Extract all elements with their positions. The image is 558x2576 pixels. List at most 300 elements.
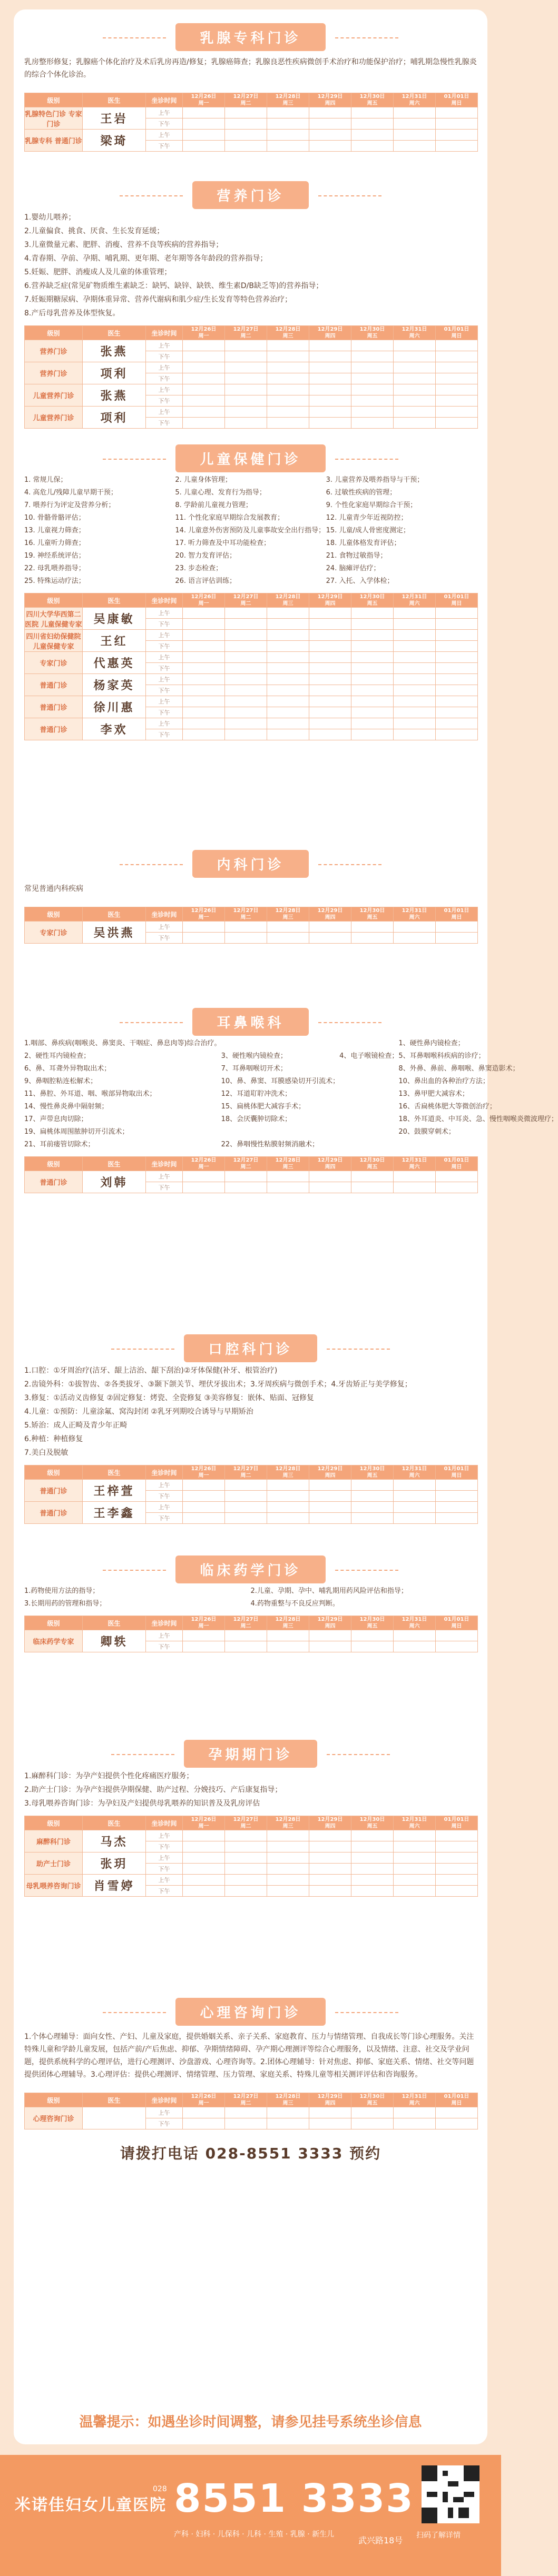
- schedule-slot[interactable]: [225, 373, 267, 384]
- schedule-slot[interactable]: [351, 663, 394, 674]
- doctor-name[interactable]: 王梓萱: [83, 1480, 146, 1502]
- schedule-slot[interactable]: [183, 1491, 225, 1502]
- schedule-slot[interactable]: [309, 118, 351, 130]
- schedule-slot[interactable]: [183, 1841, 225, 1852]
- schedule-slot[interactable]: [183, 1171, 225, 1182]
- schedule-slot[interactable]: [309, 652, 351, 663]
- schedule-slot[interactable]: [436, 407, 478, 418]
- schedule-slot[interactable]: [394, 1513, 436, 1524]
- schedule-slot[interactable]: [225, 1875, 267, 1886]
- schedule-slot[interactable]: [436, 2107, 478, 2118]
- schedule-slot[interactable]: [183, 718, 225, 729]
- schedule-slot[interactable]: [183, 2118, 225, 2129]
- schedule-slot[interactable]: [225, 922, 267, 933]
- schedule-slot[interactable]: [225, 418, 267, 429]
- schedule-slot[interactable]: [267, 696, 309, 707]
- schedule-slot[interactable]: [309, 696, 351, 707]
- schedule-slot[interactable]: [436, 362, 478, 373]
- schedule-slot[interactable]: [436, 1886, 478, 1897]
- schedule-slot[interactable]: [183, 1875, 225, 1886]
- schedule-slot[interactable]: [351, 707, 394, 718]
- schedule-slot[interactable]: [225, 630, 267, 641]
- schedule-slot[interactable]: [351, 118, 394, 130]
- schedule-slot[interactable]: [267, 1513, 309, 1524]
- schedule-slot[interactable]: [183, 1630, 225, 1641]
- schedule-slot[interactable]: [183, 340, 225, 351]
- schedule-slot[interactable]: [309, 1864, 351, 1875]
- schedule-slot[interactable]: [225, 718, 267, 729]
- schedule-slot[interactable]: [225, 933, 267, 944]
- schedule-slot[interactable]: [436, 1480, 478, 1491]
- schedule-slot[interactable]: [351, 652, 394, 663]
- schedule-slot[interactable]: [267, 118, 309, 130]
- schedule-slot[interactable]: [394, 674, 436, 685]
- schedule-slot[interactable]: [394, 652, 436, 663]
- doctor-name[interactable]: 刘韩: [83, 1171, 146, 1193]
- schedule-slot[interactable]: [436, 729, 478, 740]
- schedule-slot[interactable]: [394, 696, 436, 707]
- schedule-slot[interactable]: [267, 351, 309, 362]
- schedule-slot[interactable]: [267, 718, 309, 729]
- schedule-slot[interactable]: [351, 630, 394, 641]
- schedule-slot[interactable]: [436, 141, 478, 152]
- schedule-slot[interactable]: [309, 418, 351, 429]
- schedule-slot[interactable]: [267, 395, 309, 407]
- schedule-slot[interactable]: [225, 130, 267, 141]
- schedule-slot[interactable]: [309, 130, 351, 141]
- schedule-slot[interactable]: [225, 685, 267, 696]
- schedule-slot[interactable]: [309, 107, 351, 118]
- schedule-slot[interactable]: [436, 1182, 478, 1193]
- schedule-slot[interactable]: [183, 630, 225, 641]
- schedule-slot[interactable]: [351, 395, 394, 407]
- schedule-slot[interactable]: [436, 922, 478, 933]
- schedule-slot[interactable]: [183, 696, 225, 707]
- schedule-slot[interactable]: [351, 107, 394, 118]
- schedule-slot[interactable]: [436, 418, 478, 429]
- schedule-slot[interactable]: [309, 395, 351, 407]
- schedule-slot[interactable]: [183, 608, 225, 619]
- doctor-name[interactable]: 张燕: [83, 384, 146, 407]
- schedule-slot[interactable]: [394, 1875, 436, 1886]
- schedule-slot[interactable]: [225, 1864, 267, 1875]
- schedule-slot[interactable]: [394, 1641, 436, 1652]
- schedule-slot[interactable]: [309, 373, 351, 384]
- doctor-name[interactable]: 肖雪婷: [83, 1875, 146, 1897]
- schedule-slot[interactable]: [183, 407, 225, 418]
- schedule-slot[interactable]: [309, 351, 351, 362]
- schedule-slot[interactable]: [225, 652, 267, 663]
- schedule-slot[interactable]: [394, 362, 436, 373]
- schedule-slot[interactable]: [436, 351, 478, 362]
- schedule-slot[interactable]: [436, 619, 478, 630]
- schedule-slot[interactable]: [436, 1630, 478, 1641]
- schedule-slot[interactable]: [436, 1875, 478, 1886]
- schedule-slot[interactable]: [351, 933, 394, 944]
- schedule-slot[interactable]: [394, 1864, 436, 1875]
- schedule-slot[interactable]: [436, 718, 478, 729]
- schedule-slot[interactable]: [267, 641, 309, 652]
- schedule-slot[interactable]: [309, 1491, 351, 1502]
- schedule-slot[interactable]: [436, 384, 478, 395]
- schedule-slot[interactable]: [225, 384, 267, 395]
- schedule-slot[interactable]: [351, 1886, 394, 1897]
- schedule-slot[interactable]: [351, 1480, 394, 1491]
- schedule-slot[interactable]: [436, 1852, 478, 1864]
- schedule-slot[interactable]: [267, 1171, 309, 1182]
- schedule-slot[interactable]: [436, 674, 478, 685]
- schedule-slot[interactable]: [225, 395, 267, 407]
- schedule-slot[interactable]: [436, 2118, 478, 2129]
- schedule-slot[interactable]: [351, 340, 394, 351]
- schedule-slot[interactable]: [436, 1513, 478, 1524]
- schedule-slot[interactable]: [394, 130, 436, 141]
- schedule-slot[interactable]: [267, 1480, 309, 1491]
- schedule-slot[interactable]: [436, 1841, 478, 1852]
- schedule-slot[interactable]: [394, 630, 436, 641]
- schedule-slot[interactable]: [267, 1852, 309, 1864]
- schedule-slot[interactable]: [183, 685, 225, 696]
- schedule-slot[interactable]: [436, 1171, 478, 1182]
- booking-call[interactable]: 请拨打电话 028-8551 3333 预约: [120, 2145, 381, 2162]
- schedule-slot[interactable]: [436, 630, 478, 641]
- doctor-name[interactable]: 王李鑫: [83, 1502, 146, 1524]
- schedule-slot[interactable]: [267, 407, 309, 418]
- schedule-slot[interactable]: [267, 1491, 309, 1502]
- doctor-name[interactable]: 张玥: [83, 1852, 146, 1875]
- schedule-slot[interactable]: [309, 922, 351, 933]
- schedule-slot[interactable]: [351, 1491, 394, 1502]
- schedule-slot[interactable]: [267, 1864, 309, 1875]
- schedule-slot[interactable]: [394, 1480, 436, 1491]
- schedule-slot[interactable]: [394, 619, 436, 630]
- schedule-slot[interactable]: [183, 1886, 225, 1897]
- schedule-slot[interactable]: [351, 1841, 394, 1852]
- schedule-slot[interactable]: [436, 1502, 478, 1513]
- schedule-slot[interactable]: [394, 922, 436, 933]
- schedule-slot[interactable]: [183, 707, 225, 718]
- schedule-slot[interactable]: [309, 641, 351, 652]
- schedule-slot[interactable]: [183, 351, 225, 362]
- doctor-name[interactable]: 卿轶: [83, 1630, 146, 1652]
- schedule-slot[interactable]: [309, 718, 351, 729]
- schedule-slot[interactable]: [183, 1864, 225, 1875]
- doctor-name[interactable]: 李欢: [83, 718, 146, 740]
- schedule-slot[interactable]: [225, 619, 267, 630]
- schedule-slot[interactable]: [394, 1852, 436, 1864]
- schedule-slot[interactable]: [267, 608, 309, 619]
- schedule-slot[interactable]: [351, 641, 394, 652]
- schedule-slot[interactable]: [351, 2118, 394, 2129]
- doctor-name[interactable]: 王岩: [83, 107, 146, 130]
- schedule-slot[interactable]: [309, 630, 351, 641]
- schedule-slot[interactable]: [394, 933, 436, 944]
- schedule-slot[interactable]: [309, 1641, 351, 1652]
- schedule-slot[interactable]: [394, 395, 436, 407]
- schedule-slot[interactable]: [183, 141, 225, 152]
- schedule-slot[interactable]: [183, 1641, 225, 1652]
- schedule-slot[interactable]: [183, 373, 225, 384]
- schedule-slot[interactable]: [267, 2118, 309, 2129]
- schedule-slot[interactable]: [183, 1513, 225, 1524]
- schedule-slot[interactable]: [183, 130, 225, 141]
- schedule-slot[interactable]: [309, 685, 351, 696]
- doctor-name[interactable]: 吴康敏: [83, 608, 146, 630]
- schedule-slot[interactable]: [225, 1852, 267, 1864]
- schedule-slot[interactable]: [267, 1875, 309, 1886]
- schedule-slot[interactable]: [267, 384, 309, 395]
- schedule-slot[interactable]: [225, 1480, 267, 1491]
- schedule-slot[interactable]: [436, 652, 478, 663]
- schedule-slot[interactable]: [183, 652, 225, 663]
- schedule-slot[interactable]: [183, 2107, 225, 2118]
- schedule-slot[interactable]: [267, 418, 309, 429]
- schedule-slot[interactable]: [309, 619, 351, 630]
- schedule-slot[interactable]: [267, 663, 309, 674]
- schedule-slot[interactable]: [351, 1875, 394, 1886]
- schedule-slot[interactable]: [183, 663, 225, 674]
- schedule-slot[interactable]: [351, 373, 394, 384]
- schedule-slot[interactable]: [394, 141, 436, 152]
- schedule-slot[interactable]: [309, 1841, 351, 1852]
- doctor-name[interactable]: 张燕: [83, 340, 146, 362]
- doctor-name[interactable]: 王红: [83, 630, 146, 652]
- schedule-slot[interactable]: [394, 1830, 436, 1841]
- schedule-slot[interactable]: [225, 407, 267, 418]
- schedule-slot[interactable]: [351, 922, 394, 933]
- schedule-slot[interactable]: [225, 362, 267, 373]
- schedule-slot[interactable]: [183, 641, 225, 652]
- schedule-slot[interactable]: [225, 674, 267, 685]
- schedule-slot[interactable]: [436, 933, 478, 944]
- schedule-slot[interactable]: [351, 1171, 394, 1182]
- schedule-slot[interactable]: [309, 1171, 351, 1182]
- doctor-name[interactable]: 徐川惠: [83, 696, 146, 718]
- schedule-slot[interactable]: [394, 707, 436, 718]
- schedule-slot[interactable]: [309, 663, 351, 674]
- schedule-slot[interactable]: [436, 685, 478, 696]
- schedule-slot[interactable]: [351, 718, 394, 729]
- schedule-slot[interactable]: [225, 1182, 267, 1193]
- schedule-slot[interactable]: [225, 707, 267, 718]
- schedule-slot[interactable]: [267, 2107, 309, 2118]
- schedule-slot[interactable]: [351, 608, 394, 619]
- schedule-slot[interactable]: [225, 1502, 267, 1513]
- schedule-slot[interactable]: [436, 118, 478, 130]
- schedule-slot[interactable]: [225, 141, 267, 152]
- schedule-slot[interactable]: [309, 2118, 351, 2129]
- schedule-slot[interactable]: [183, 674, 225, 685]
- schedule-slot[interactable]: [309, 1480, 351, 1491]
- schedule-slot[interactable]: [309, 2107, 351, 2118]
- schedule-slot[interactable]: [225, 340, 267, 351]
- schedule-slot[interactable]: [183, 922, 225, 933]
- schedule-slot[interactable]: [394, 107, 436, 118]
- schedule-slot[interactable]: [309, 1886, 351, 1897]
- schedule-slot[interactable]: [267, 107, 309, 118]
- schedule-slot[interactable]: [351, 729, 394, 740]
- schedule-slot[interactable]: [267, 652, 309, 663]
- schedule-slot[interactable]: [394, 1841, 436, 1852]
- schedule-slot[interactable]: [267, 707, 309, 718]
- schedule-slot[interactable]: [351, 418, 394, 429]
- schedule-slot[interactable]: [351, 1630, 394, 1641]
- schedule-slot[interactable]: [394, 351, 436, 362]
- schedule-slot[interactable]: [267, 1886, 309, 1897]
- schedule-slot[interactable]: [183, 729, 225, 740]
- schedule-slot[interactable]: [436, 696, 478, 707]
- schedule-slot[interactable]: [183, 384, 225, 395]
- schedule-slot[interactable]: [267, 340, 309, 351]
- schedule-slot[interactable]: [351, 619, 394, 630]
- schedule-slot[interactable]: [267, 1502, 309, 1513]
- schedule-slot[interactable]: [225, 2118, 267, 2129]
- schedule-slot[interactable]: [183, 118, 225, 130]
- schedule-slot[interactable]: [309, 1502, 351, 1513]
- doctor-name[interactable]: 吴洪燕: [83, 922, 146, 944]
- schedule-slot[interactable]: [225, 107, 267, 118]
- schedule-slot[interactable]: [225, 1841, 267, 1852]
- schedule-slot[interactable]: [436, 373, 478, 384]
- schedule-slot[interactable]: [351, 362, 394, 373]
- schedule-slot[interactable]: [183, 1830, 225, 1841]
- schedule-slot[interactable]: [225, 351, 267, 362]
- schedule-slot[interactable]: [267, 685, 309, 696]
- schedule-slot[interactable]: [225, 1491, 267, 1502]
- doctor-name[interactable]: 马杰: [83, 1830, 146, 1852]
- schedule-slot[interactable]: [309, 1852, 351, 1864]
- schedule-slot[interactable]: [436, 340, 478, 351]
- schedule-slot[interactable]: [267, 1841, 309, 1852]
- schedule-slot[interactable]: [351, 1852, 394, 1864]
- qr-code-icon[interactable]: [422, 2465, 479, 2523]
- schedule-slot[interactable]: [267, 922, 309, 933]
- schedule-slot[interactable]: [225, 663, 267, 674]
- schedule-slot[interactable]: [351, 2107, 394, 2118]
- doctor-name[interactable]: 梁琦: [83, 130, 146, 152]
- schedule-slot[interactable]: [225, 1171, 267, 1182]
- schedule-slot[interactable]: [309, 141, 351, 152]
- schedule-slot[interactable]: [225, 118, 267, 130]
- schedule-slot[interactable]: [394, 1630, 436, 1641]
- schedule-slot[interactable]: [351, 1864, 394, 1875]
- schedule-slot[interactable]: [394, 1182, 436, 1193]
- schedule-slot[interactable]: [309, 1630, 351, 1641]
- schedule-slot[interactable]: [394, 118, 436, 130]
- schedule-slot[interactable]: [309, 1513, 351, 1524]
- schedule-slot[interactable]: [394, 407, 436, 418]
- schedule-slot[interactable]: [267, 1830, 309, 1841]
- schedule-slot[interactable]: [309, 1875, 351, 1886]
- schedule-slot[interactable]: [225, 1513, 267, 1524]
- schedule-slot[interactable]: [436, 663, 478, 674]
- schedule-slot[interactable]: [309, 1182, 351, 1193]
- schedule-slot[interactable]: [183, 418, 225, 429]
- schedule-slot[interactable]: [394, 685, 436, 696]
- schedule-slot[interactable]: [183, 933, 225, 944]
- doctor-name[interactable]: 项利: [83, 362, 146, 384]
- schedule-slot[interactable]: [351, 1830, 394, 1841]
- schedule-slot[interactable]: [225, 696, 267, 707]
- schedule-slot[interactable]: [267, 674, 309, 685]
- schedule-slot[interactable]: [351, 384, 394, 395]
- schedule-slot[interactable]: [309, 608, 351, 619]
- schedule-slot[interactable]: [309, 1830, 351, 1841]
- schedule-slot[interactable]: [309, 729, 351, 740]
- schedule-slot[interactable]: [309, 384, 351, 395]
- schedule-slot[interactable]: [351, 674, 394, 685]
- schedule-slot[interactable]: [267, 729, 309, 740]
- schedule-slot[interactable]: [394, 340, 436, 351]
- schedule-slot[interactable]: [351, 1513, 394, 1524]
- schedule-slot[interactable]: [351, 407, 394, 418]
- schedule-slot[interactable]: [436, 395, 478, 407]
- schedule-slot[interactable]: [394, 729, 436, 740]
- schedule-slot[interactable]: [267, 373, 309, 384]
- schedule-slot[interactable]: [309, 362, 351, 373]
- schedule-slot[interactable]: [267, 141, 309, 152]
- schedule-slot[interactable]: [436, 130, 478, 141]
- schedule-slot[interactable]: [225, 608, 267, 619]
- schedule-slot[interactable]: [225, 2107, 267, 2118]
- schedule-slot[interactable]: [267, 630, 309, 641]
- schedule-slot[interactable]: [394, 1491, 436, 1502]
- schedule-slot[interactable]: [183, 1852, 225, 1864]
- schedule-slot[interactable]: [225, 729, 267, 740]
- schedule-slot[interactable]: [351, 1502, 394, 1513]
- schedule-slot[interactable]: [394, 384, 436, 395]
- schedule-slot[interactable]: [309, 340, 351, 351]
- schedule-slot[interactable]: [267, 933, 309, 944]
- doctor-name[interactable]: 项利: [83, 407, 146, 429]
- schedule-slot[interactable]: [183, 1480, 225, 1491]
- schedule-slot[interactable]: [267, 362, 309, 373]
- schedule-slot[interactable]: [394, 373, 436, 384]
- schedule-slot[interactable]: [394, 718, 436, 729]
- schedule-slot[interactable]: [225, 1641, 267, 1652]
- schedule-slot[interactable]: [183, 1502, 225, 1513]
- schedule-slot[interactable]: [309, 707, 351, 718]
- schedule-slot[interactable]: [309, 407, 351, 418]
- schedule-slot[interactable]: [394, 418, 436, 429]
- schedule-slot[interactable]: [436, 641, 478, 652]
- schedule-slot[interactable]: [351, 351, 394, 362]
- schedule-slot[interactable]: [351, 696, 394, 707]
- schedule-slot[interactable]: [351, 685, 394, 696]
- schedule-slot[interactable]: [436, 1864, 478, 1875]
- schedule-slot[interactable]: [394, 608, 436, 619]
- schedule-slot[interactable]: [225, 1886, 267, 1897]
- schedule-slot[interactable]: [436, 1491, 478, 1502]
- schedule-slot[interactable]: [225, 1830, 267, 1841]
- schedule-slot[interactable]: [309, 933, 351, 944]
- schedule-slot[interactable]: [394, 1502, 436, 1513]
- schedule-slot[interactable]: [436, 608, 478, 619]
- schedule-slot[interactable]: [394, 663, 436, 674]
- doctor-name[interactable]: 代惠英: [83, 652, 146, 674]
- schedule-slot[interactable]: [267, 1182, 309, 1193]
- schedule-slot[interactable]: [225, 641, 267, 652]
- schedule-slot[interactable]: [183, 395, 225, 407]
- schedule-slot[interactable]: [267, 1630, 309, 1641]
- schedule-slot[interactable]: [225, 1630, 267, 1641]
- schedule-slot[interactable]: [394, 1171, 436, 1182]
- doctor-name[interactable]: [83, 2107, 146, 2129]
- schedule-slot[interactable]: [394, 641, 436, 652]
- schedule-slot[interactable]: [351, 1182, 394, 1193]
- schedule-slot[interactable]: [183, 362, 225, 373]
- schedule-slot[interactable]: [183, 107, 225, 118]
